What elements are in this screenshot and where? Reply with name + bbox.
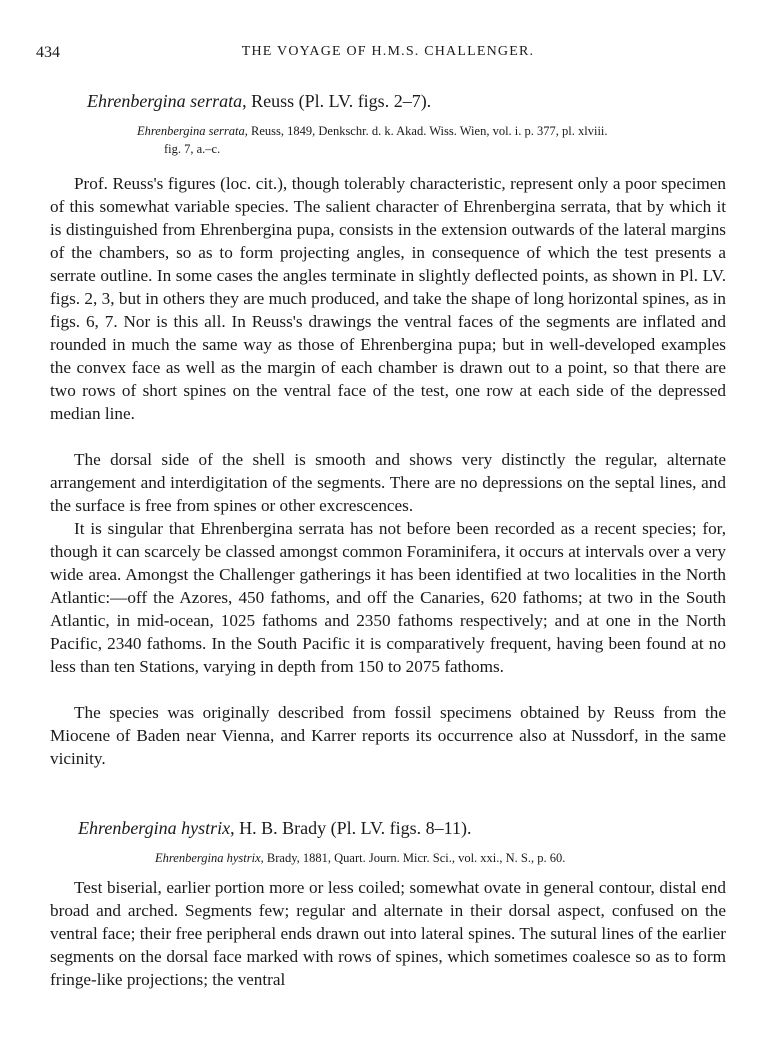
species-heading-hystrix	[78, 818, 472, 839]
species-authority: , Reuss (Pl. LV. figs. 2–7).	[242, 91, 432, 111]
citation-reference: , Brady, 1881, Quart. Journ. Micr. Sci., vol. xxi., N. S., p. 60.	[260, 851, 566, 865]
species-name: Ehrenbergina hystrix	[78, 818, 231, 838]
species-authority: , H. B. Brady (Pl. LV. figs. 8–11).	[230, 818, 472, 838]
citation-serrata	[137, 124, 608, 139]
page-header	[36, 44, 740, 66]
paragraph	[50, 517, 726, 678]
paragraph-text: It is singular that Ehrenbergina serrata has not before been recorded as a recent species; for, though it can scarcely be classed amongst common Foraminifera, it occurs at intervals over a very wide area. Amongst the Challenger gatherings it has been identified at two localities in the North Atlantic:—off the Azores, 450 fathoms, and off the Canaries, 620 fathoms; at two in the South Atlantic, in mid-ocean, 1025 fathoms and 2350 fathoms respectively; and at one in the North Pacific, 2340 fathoms. In the South Pacific it is comparatively frequent, having been found at no less than ten Stations, varying in depth from 150 to 2075 fathoms.	[50, 519, 726, 676]
paragraph-text: The dorsal side of the shell is smooth and shows very distinctly the regular, alternate arrangement and interdigitation of the segments. There are no depressions on the septal lines, and the surface is free from spines or other excrescences.	[50, 450, 726, 515]
species-name: Ehrenbergina serrata	[87, 91, 243, 111]
citation-species: Ehrenbergina hystrix	[155, 851, 261, 865]
page-number: 434	[36, 44, 60, 61]
paragraph	[50, 876, 726, 991]
paragraph-text: Test biserial, earlier portion more or less coiled; somewhat ovate in general contour, distal end broad and arched. Segments few; regular and alternate in their dorsal aspect, confused on the ventral face; their free peripheral ends drawn out into lateral spines. The sutural lines of the earlier segments on the dorsal face marked with rows of spines, which sometimes coalesce so as to form fringe-like projections; the ventral	[50, 878, 726, 989]
citation-reference: , Reuss, 1849, Denkschr. d. k. Akad. Wiss. Wien, vol. i. p. 377, pl. xlviii.	[244, 124, 608, 138]
running-title: THE VOYAGE OF H.M.S. CHALLENGER.	[241, 44, 535, 59]
citation-species: Ehrenbergina serrata	[137, 124, 245, 138]
paragraph-text: The species was originally described from fossil specimens obtained by Reuss from the Miocene of Baden near Vienna, and Karrer reports its occurrence also at Nussdorf, in the same vicinity.	[50, 703, 726, 768]
citation-hystrix	[155, 851, 565, 866]
paragraph	[50, 172, 726, 425]
paragraph	[50, 448, 726, 517]
citation-serrata-line2: fig. 7, a.–c.	[164, 142, 221, 156]
paragraph-text: Prof. Reuss's figures (loc. cit.), though tolerably characteristic, represent only a poor specimen of this somewhat variable species. The salient character of Ehrenbergina serrata, that by which it is distinguished from Ehrenbergina pupa, consists in the extension outwards of the lateral margins of the chambers, so as to form projecting angles, in consequence of which the test presents a serrate outline. In some cases the angles terminate in slightly deflected points, as shown in Pl. LV. figs. 2, 3, but in others they are much produced, and take the shape of long horizontal spines, as in figs. 6, 7. Nor is this all. In Reuss's drawings the ventral faces of the segments are inflated and rounded in much the same way as those of Ehrenbergina pupa; but in well-developed examples the convex face as well as the margin of each chamber is drawn out to a point, so that there are two rows of short spines on the ventral face of the test, one row at each side of the depressed median line.	[50, 174, 726, 423]
paragraph	[50, 701, 726, 770]
species-heading-serrata	[87, 91, 431, 112]
